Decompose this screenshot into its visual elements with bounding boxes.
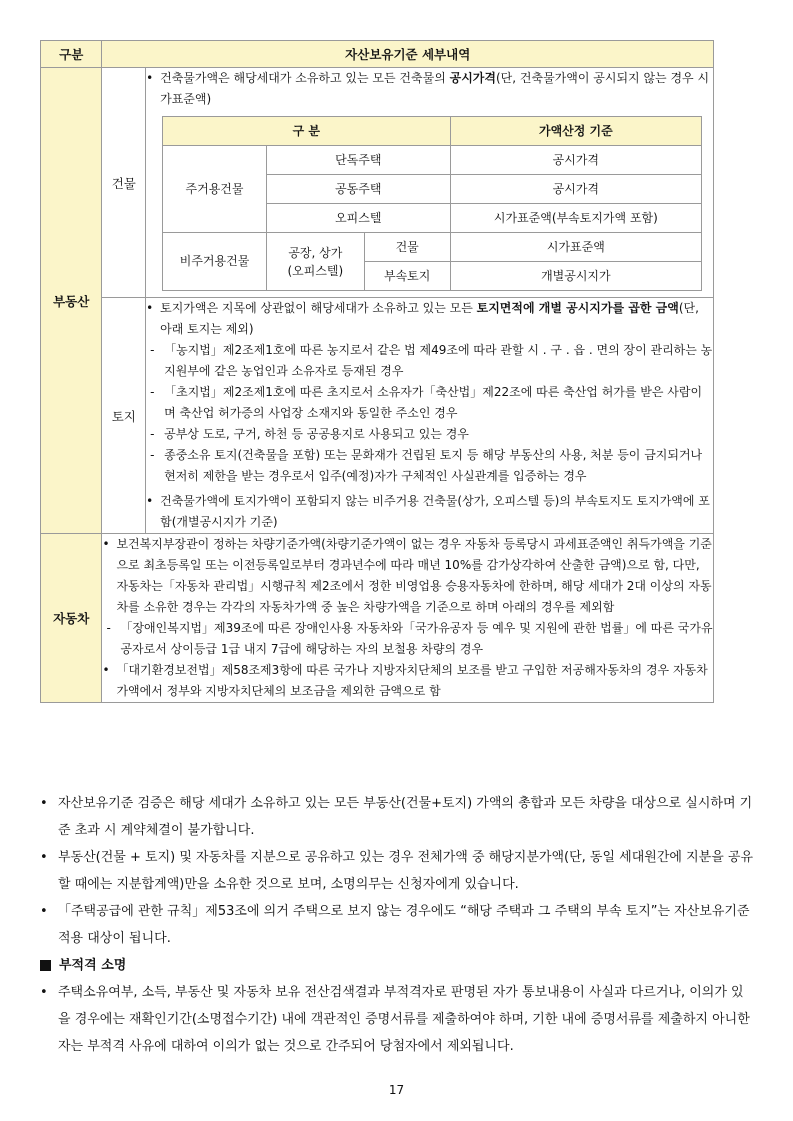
- apartment-label: 공동주택: [266, 175, 450, 204]
- table-header-row: [41, 41, 714, 68]
- attached-land-basis: 개별공시지가: [450, 262, 702, 291]
- asset-criteria-table: [40, 40, 714, 703]
- residential-label: 주거용건물: [163, 146, 267, 233]
- inner-header-basis: 가액산정 기준: [450, 117, 702, 146]
- page-number: 17: [388, 1083, 405, 1097]
- land-exception-3: - 공부상 도로, 구거, 하천 등 공공용지로 사용되고 있는 경우: [150, 427, 469, 441]
- building-label: 건물: [102, 68, 146, 298]
- land-exception-2: - 「초지법」제2조제1호에 따른 초지로서 소유자가「축산법」제22조에 따른 축산업 허가를 받은 사람이며 축산업 허가증의 사업장 소재지와 동일한 주소인 경우: [150, 385, 703, 420]
- building-bullet-note: (단, 건축물가액이 공시되지 않는 경우 시가표준액): [160, 71, 710, 106]
- bullet-marker: •: [102, 663, 110, 677]
- building-row: [41, 68, 714, 298]
- officetel-basis: 시가표준액(부속토지가액 포함): [450, 204, 702, 233]
- factory-store-note: (오피스텔): [287, 263, 344, 278]
- building-bullet: [146, 68, 713, 110]
- note-item-2: • 부동산(건물 + 토지) 및 자동차를 지분으로 공유하고 있는 경우 전체가액 중 해당지분가액(단, 동일 세대원간에 지분을 공유할 때에는 지분합계액)만을 소유한 것으로 보며, 소명의무는 신청자에게 있습니다.: [40, 850, 754, 892]
- bullet-marker: •: [146, 494, 154, 508]
- table-row: [163, 146, 702, 175]
- column-header-category: 구분: [41, 41, 102, 68]
- apartment-basis: 공시가격: [450, 175, 702, 204]
- building-bullet-bold: 공시가격: [449, 71, 496, 85]
- land-detail: [146, 298, 714, 534]
- land-exception-1: - 「농지법」제2조제1호에 따른 농지로서 같은 법 제49조에 따라 관할 시 . 구 . 읍 . 면의 장이 관리하는 농지원부에 같은 농업인과 소유자로 등재된 경우: [150, 343, 713, 378]
- land-bullet: [146, 298, 713, 340]
- inner-header-row: [163, 117, 702, 146]
- nonres-building-basis: 시가표준액: [450, 233, 702, 262]
- land-bullet-text: 토지가액은 지목에 상관없이 해당세대가 소유하고 있는 모든: [160, 301, 477, 315]
- land-exception-4: - 종중소유 토지(건축물을 포함) 또는 문화재가 건립된 토지 등 해당 부동산의 사용, 처분 등이 금지되거나 현저히 제한을 받는 경우로서 입주(예정)자가 구체적인 사실관계를 입증하는 경우: [150, 448, 703, 483]
- building-detail: [146, 68, 714, 298]
- section-heading: [40, 952, 756, 979]
- vehicle-label: 자동차: [41, 534, 102, 703]
- table-row: [163, 233, 702, 262]
- land-bullet-bold: 토지면적에 개별 공시지가를 곱한 금액: [476, 301, 679, 315]
- detached-house-label: 단독주택: [266, 146, 450, 175]
- building-valuation-table: [162, 116, 702, 291]
- nonres-building-label: 건물: [364, 233, 450, 262]
- vehicle-bullet-2: • 「대기환경보전법」제58조제3항에 따른 국가나 지방자치단체의 보조를 받고 구입한 저공해자동차의 경우 자동차가액에서 정부와 지방자치단체의 보조금을 제외한 금액으로 함: [102, 660, 713, 702]
- vehicle-exception-1: - 「장애인복지법」제39조에 따른 장애인사용 자동차와「국가유공자 등 예우 및 지원에 관한 법률」에 따른 국가유공자로서 상이등급 1급 내지 7급에 해당하는 자의 보철용 차량의 경우: [106, 621, 713, 656]
- note-item-1: • 자산보유기준 검증은 해당 세대가 소유하고 있는 모든 부동산(건물+토지) 가액의 총합과 모든 차량을 대상으로 실시하며 기준 초과 시 계약체결이 불가합니다.: [40, 796, 753, 838]
- building-bullet-text: 건축물가액은 해당세대가 소유하고 있는 모든 건축물의: [160, 71, 450, 85]
- vehicle-bullet-1: • 보건복지부장관이 정하는 차량기준가액(차량기준가액이 없는 경우 자동차 등록당시 과세표준액인 취득가액을 기준으로 최초등록일 또는 이전등록일로부터 경과년수에 따라 매년 10%를 감가상각하여 산출한 금액)으로 함, 다만, 자동차는「자동차 관리법」시행규칙 제2조에서 정한 비영업용 승용자동차에 한하며, 해당 세대가 2대 이상의 자동차를 소유한 경우는 각각의 자동차가액 중 높은 차량가액을 기준으로 하며 아래의 경우를 제외함: [102, 534, 713, 618]
- factory-store-text: 공장, 상가: [288, 245, 343, 260]
- bullet-marker: •: [102, 537, 110, 551]
- note-item-3: • 「주택공급에 관한 규칙」제53조에 의거 주택으로 보지 않는 경우에도 “해당 주택과 그 주택의 부속 토지”는 자산보유기준 적용 대상이 됩니다.: [40, 904, 750, 946]
- column-header-detail: 자산보유기준 세부내역: [102, 41, 714, 68]
- real-estate-label: 부동산: [41, 68, 102, 534]
- vehicle-detail: [102, 534, 714, 703]
- section-item: • 주택소유여부, 소득, 부동산 및 자동차 보유 전산검색결과 부적격자로 판명된 자가 통보내용이 사실과 다르거나, 이의가 있을 경우에는 재확인기간(소명접수기간) 내에 객관적인 증명서류를 제출하여야 하며, 기한 내에 증명서류를 제출하지 아니한 자는 부적격 사유에 대하여 이의가 없는 것으로 간주되어 당첨자에서 제외됩니다.: [40, 985, 750, 1054]
- square-bullet-icon: [40, 960, 51, 971]
- bullet-marker: •: [146, 71, 154, 85]
- section-title: 부적격 소명: [59, 958, 127, 973]
- inner-header-category: 구 분: [163, 117, 450, 146]
- vehicle-row: [41, 534, 714, 703]
- detached-house-basis: 공시가격: [450, 146, 702, 175]
- officetel-label: 오피스텔: [266, 204, 450, 233]
- attached-land-label: 부속토지: [364, 262, 450, 291]
- land-bullet-note: (단, 아래 토지는 제외): [160, 301, 699, 336]
- land-bullet-2: • 건축물가액에 토지가액이 포함되지 않는 비주거용 건축물(상가, 오피스텔 등)의 부속토지도 토지가액에 포함(개별공시지가 기준): [146, 491, 713, 533]
- bullet-marker: •: [146, 301, 154, 315]
- factory-store-label: [266, 233, 364, 291]
- nonresidential-label: 비주거용건물: [163, 233, 267, 291]
- land-label: 토지: [102, 298, 146, 534]
- notes-section: [40, 790, 756, 1060]
- land-row: [41, 298, 714, 534]
